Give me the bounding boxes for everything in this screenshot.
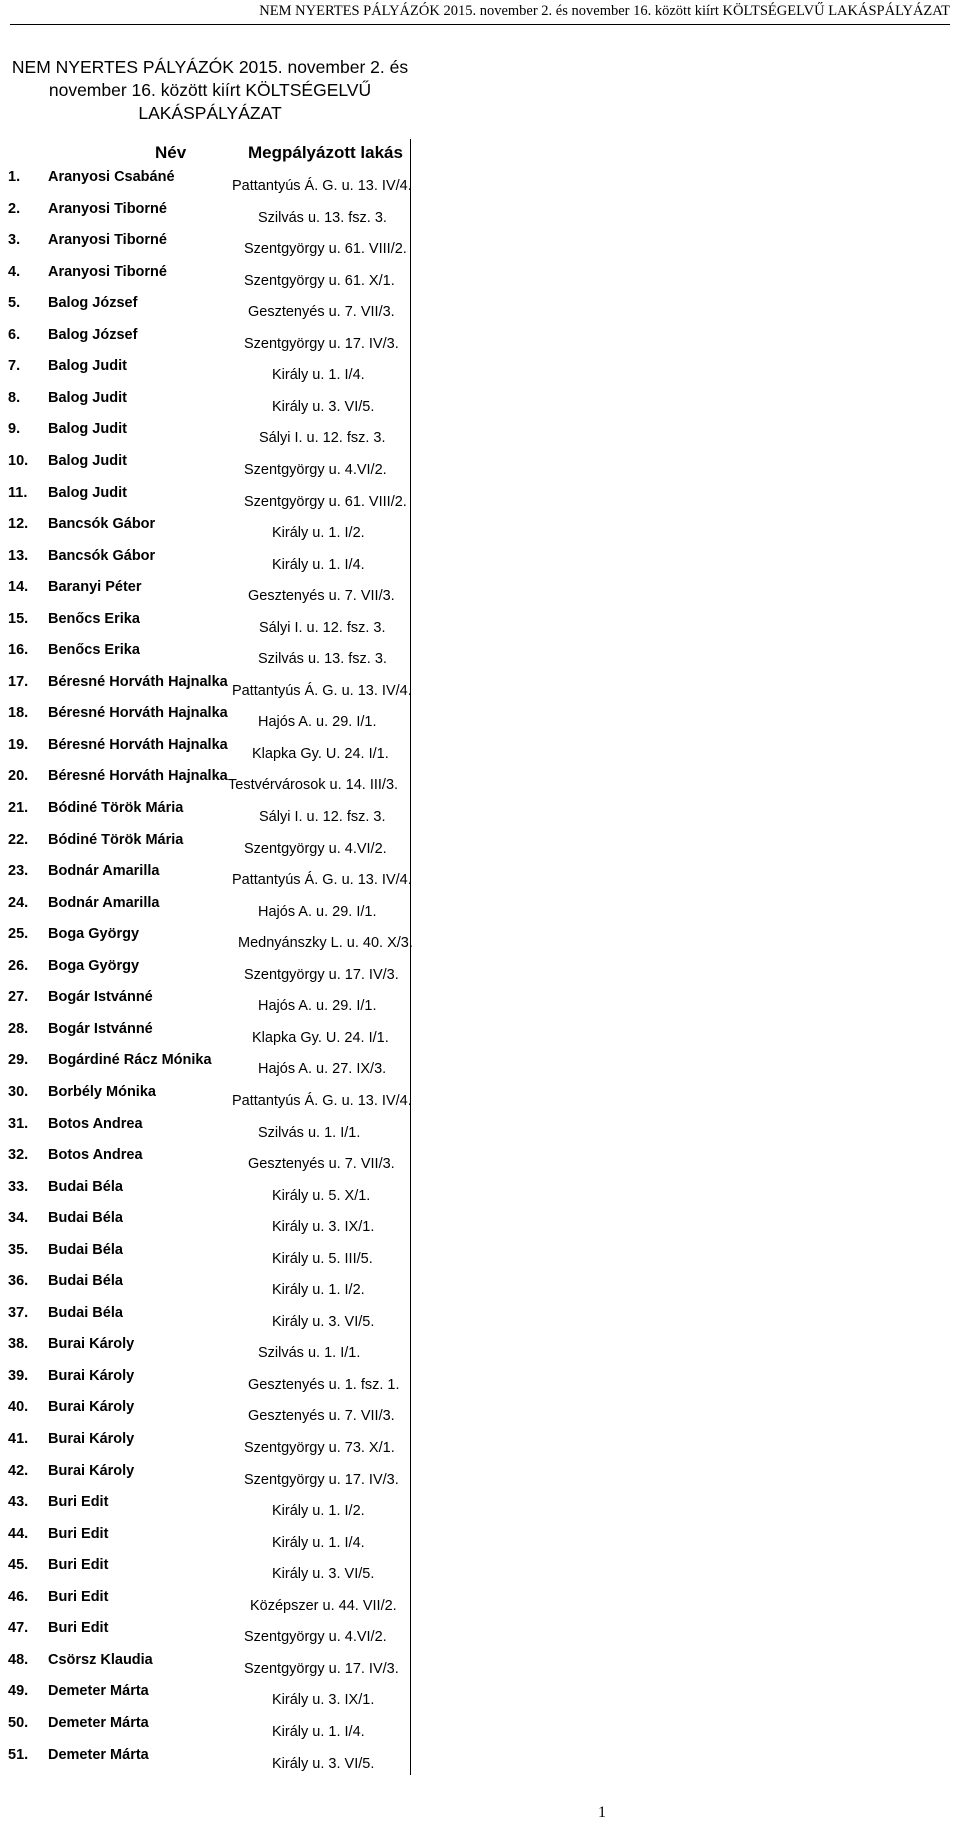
applied-flat: Szentgyörgy u. 17. IV/3.	[244, 966, 399, 983]
row-number: 48.	[8, 1651, 29, 1668]
row-number: 29.	[8, 1052, 29, 1069]
applied-flat: Szentgyörgy u. 61. VIII/2.	[244, 493, 407, 510]
table-row	[0, 889, 410, 921]
applied-flat: Szentgyörgy u. 73. X/1.	[244, 1440, 395, 1456]
applicant-name: Bódiné Török Mária	[48, 800, 184, 816]
row-number: 18.	[8, 705, 29, 722]
applicant-name: Béresné Horváth Hajnalka	[48, 736, 228, 753]
row-number: 31.	[8, 1115, 29, 1132]
table-row	[0, 1015, 410, 1047]
applied-flat: Hajós A. u. 29. I/1.	[258, 903, 377, 920]
table-row	[0, 1425, 410, 1457]
applicant-name: Bancsók Gábor	[48, 516, 156, 533]
table-row	[0, 1646, 410, 1678]
applied-flat: Szentgyörgy u. 61. X/1.	[244, 272, 395, 289]
table-row	[0, 1677, 410, 1709]
row-number: 25.	[8, 926, 29, 943]
row-number: 14.	[8, 579, 29, 596]
row-number: 19.	[8, 736, 29, 753]
applied-flat: Hajós A. u. 29. I/1.	[258, 714, 377, 731]
applied-flat: Király u. 1. I/2.	[272, 525, 365, 542]
applicant-name: Demeter Márta	[48, 1746, 149, 1763]
row-number: 23.	[8, 863, 29, 880]
row-number: 30.	[8, 1083, 29, 1100]
applied-flat: Gesztenyés u. 7. VII/3.	[248, 588, 395, 605]
applied-flat: Király u. 1. I/4.	[272, 1534, 365, 1551]
applied-flat: Pattantyús Á. G. u. 13. IV/4.	[232, 682, 412, 699]
applied-flat: Király u. 1. I/4.	[272, 556, 365, 573]
applied-flat: Király u. 1. I/2.	[272, 1282, 365, 1299]
table-row	[0, 1236, 410, 1268]
applicant-name: Balog Judit	[48, 389, 127, 406]
row-number: 16.	[8, 642, 29, 659]
applicant-name: Balog József	[48, 326, 138, 343]
table-row	[0, 1078, 410, 1110]
row-number: 17.	[8, 673, 29, 690]
table-row	[0, 1393, 410, 1425]
table-row	[0, 1741, 410, 1773]
applicant-name: Budai Béla	[48, 1273, 123, 1290]
table-row	[0, 1330, 410, 1362]
row-number: 1.	[8, 169, 21, 185]
applicant-name: Buri Edit	[48, 1525, 109, 1542]
applicant-name: Botos Andrea	[48, 1115, 143, 1132]
applicant-name: Bodnár Amarilla	[48, 863, 160, 880]
applied-flat: Szilvás u. 1. I/1.	[258, 1124, 361, 1141]
row-number: 50.	[8, 1714, 29, 1731]
row-number: 12.	[8, 516, 29, 533]
row-number: 32.	[8, 1147, 29, 1164]
applied-flat: Gesztenyés u. 7. VII/3.	[248, 304, 395, 321]
row-number: 37.	[8, 1304, 29, 1321]
row-number: 27.	[8, 989, 29, 1006]
row-number: 36.	[8, 1273, 29, 1290]
applicant-name: Bódiné Török Mária	[48, 831, 184, 848]
table-row	[0, 226, 410, 258]
applicant-name: Buri Edit	[48, 1494, 109, 1511]
applied-flat: Hajós A. u. 29. I/1.	[258, 998, 377, 1015]
applied-flat: Klapka Gy. U. 24. I/1.	[252, 745, 389, 762]
applicant-name: Bogár Istvánné	[48, 1020, 153, 1037]
applicant-name: Balog Judit	[48, 484, 127, 501]
table-row	[0, 983, 410, 1015]
column-header-name: Név	[155, 143, 187, 162]
row-number: 11.	[8, 484, 28, 501]
row-number: 22.	[8, 831, 29, 848]
applicant-name: Botos Andrea	[48, 1147, 143, 1164]
applied-flat: Király u. 1. I/4.	[272, 367, 365, 384]
applied-flat: Szentgyörgy u. 4.VI/2.	[244, 461, 387, 478]
applied-flat: Szilvás u. 13. fsz. 3.	[258, 209, 387, 226]
applicant-name: Aranyosi Csabáné	[48, 169, 175, 185]
applied-flat: Pattantyús Á. G. u. 13. IV/4.	[232, 178, 412, 194]
row-number: 7.	[8, 358, 21, 375]
row-number: 28.	[8, 1020, 29, 1037]
applicant-name: Benőcs Erika	[48, 642, 140, 659]
applicant-name: Budai Béla	[48, 1210, 123, 1227]
applicant-name: Demeter Márta	[48, 1714, 149, 1731]
table-row	[0, 636, 410, 668]
table-row	[0, 826, 410, 858]
table-row	[0, 163, 410, 195]
applied-flat: Király u. 3. VI/5.	[272, 1313, 375, 1330]
table-row	[0, 1488, 410, 1520]
table-row	[0, 1614, 410, 1646]
applied-flat: Király u. 1. I/2.	[272, 1503, 365, 1520]
row-number: 15.	[8, 610, 29, 627]
applicant-name: Burai Károly	[48, 1367, 135, 1384]
row-number: 20.	[8, 768, 29, 785]
applicant-name: Baranyi Péter	[48, 579, 142, 596]
applicant-name: Budai Béla	[48, 1304, 123, 1321]
row-number: 24.	[8, 894, 29, 911]
table-row	[0, 573, 410, 605]
applied-flat: Gesztenyés u. 7. VII/3.	[248, 1156, 395, 1173]
title-line: november 16. között kiírt KÖLTSÉGELVŰ	[48, 80, 372, 100]
applicant-name: Buri Edit	[48, 1557, 109, 1574]
row-number: 10.	[8, 452, 29, 469]
applicant-name: Csörsz Klaudia	[48, 1651, 153, 1668]
table-row	[0, 479, 410, 511]
applicant-name: Béresné Horváth Hajnalka	[48, 673, 228, 690]
applicant-name: Burai Károly	[48, 1462, 135, 1479]
applied-flat: Szentgyörgy u. 17. IV/3.	[244, 1660, 399, 1677]
applicant-name: Buri Edit	[48, 1588, 109, 1605]
applied-flat: Mednyánszky L. u. 40. X/3.	[238, 935, 413, 952]
row-number: 40.	[8, 1399, 29, 1416]
applied-flat: Testvérvárosok u. 14. III/3.	[228, 777, 399, 794]
table-row	[0, 952, 410, 984]
row-number: 46.	[8, 1588, 29, 1605]
applicant-name: Budai Béla	[48, 1241, 123, 1258]
table-row	[0, 415, 410, 447]
row-number: 45.	[8, 1557, 29, 1574]
applied-flat: Király u. 1. I/4.	[272, 1723, 365, 1740]
table-row	[0, 1362, 410, 1394]
applied-flat: Király u. 3. VI/5.	[272, 398, 375, 415]
row-number: 39.	[8, 1367, 29, 1384]
applicant-name: Boga György	[48, 957, 140, 974]
table-row	[0, 1299, 410, 1331]
row-number: 26.	[8, 957, 29, 974]
table-row	[0, 857, 410, 889]
applied-flat: Sályi I. u. 12. fsz. 3.	[259, 619, 386, 636]
row-number: 2.	[8, 200, 21, 217]
table-row	[0, 447, 410, 479]
table-row	[0, 510, 410, 542]
table-row	[0, 668, 410, 700]
row-number: 5.	[8, 295, 21, 312]
applicant-name: Borbély Mónika	[48, 1083, 156, 1100]
row-number: 42.	[8, 1462, 29, 1479]
table-row	[0, 920, 413, 952]
applied-flat: Klapka Gy. U. 24. I/1.	[252, 1029, 389, 1046]
applied-flat: Gesztenyés u. 1. fsz. 1.	[248, 1376, 400, 1393]
applied-flat: Szilvás u. 1. I/1.	[258, 1345, 361, 1362]
table-row	[0, 542, 410, 574]
row-number: 6.	[8, 326, 21, 343]
applicant-name: Aranyosi Tiborné	[48, 232, 167, 249]
document-title	[10, 56, 410, 125]
running-header: NEM NYERTES PÁLYÁZÓK 2015. november 2. és november 16. között kiírt KÖLTSÉGELVŰ LAKÁSPÁLYÁZAT	[259, 3, 950, 19]
applied-flat: Szentgyörgy u. 17. IV/3.	[244, 335, 399, 352]
row-number: 51.	[8, 1746, 29, 1763]
applied-flat: Király u. 3. VI/5.	[272, 1755, 375, 1772]
title-line: LAKÁSPÁLYÁZAT	[138, 103, 282, 123]
table-row	[0, 258, 410, 290]
page-number: 1	[598, 1804, 606, 1821]
table-row	[0, 762, 410, 794]
row-number: 9.	[8, 421, 21, 438]
row-number: 35.	[8, 1241, 29, 1258]
row-number: 41.	[8, 1431, 29, 1447]
table-row	[0, 289, 410, 321]
table-row	[0, 1457, 410, 1489]
applied-flat: Szentgyörgy u. 4.VI/2.	[244, 1629, 387, 1646]
table-row	[0, 699, 410, 731]
applied-flat: Sályi I. u. 12. fsz. 3.	[259, 809, 386, 825]
row-number: 21.	[8, 800, 29, 816]
table-row	[0, 1046, 410, 1078]
row-number: 34.	[8, 1210, 29, 1227]
table-row	[0, 195, 410, 227]
row-number: 13.	[8, 547, 29, 564]
applicant-name: Aranyosi Tiborné	[48, 200, 167, 217]
table-row	[0, 321, 410, 353]
applicant-name: Demeter Márta	[48, 1683, 149, 1700]
table-row	[0, 1204, 410, 1236]
applicant-name: Bancsók Gábor	[48, 547, 156, 564]
row-number: 4.	[8, 263, 21, 280]
applicant-name: Balog Judit	[48, 421, 127, 438]
applied-flat: Szentgyörgy u. 61. VIII/2.	[244, 241, 407, 258]
table-row	[0, 1551, 410, 1583]
table-row	[0, 1110, 410, 1142]
applied-flat: Király u. 3. VI/5.	[272, 1566, 375, 1583]
applied-flat: Király u. 5. X/1.	[272, 1187, 371, 1204]
row-number: 47.	[8, 1620, 29, 1637]
applicant-name: Balog Judit	[48, 452, 127, 469]
applied-flat: Pattantyús Á. G. u. 13. IV/4.	[232, 1092, 412, 1109]
applied-flat: Gesztenyés u. 7. VII/3.	[248, 1408, 395, 1425]
column-header-flat: Megpályázott lakás	[248, 143, 403, 162]
applicant-name: Balog Judit	[48, 358, 127, 375]
applicant-name: Bogárdiné Rácz Mónika	[48, 1052, 212, 1069]
row-number: 33.	[8, 1178, 29, 1195]
row-number: 38.	[8, 1336, 29, 1353]
applicant-name: Budai Béla	[48, 1178, 123, 1195]
header-rule	[10, 24, 950, 25]
applicant-name: Bodnár Amarilla	[48, 894, 160, 911]
applicant-name: Burai Károly	[48, 1399, 135, 1416]
applied-flat: Király u. 5. III/5.	[272, 1250, 373, 1267]
applicant-name: Bogár Istvánné	[48, 989, 153, 1006]
applied-flat: Középszer u. 44. VII/2.	[250, 1597, 397, 1614]
applied-flat: Pattantyús Á. G. u. 13. IV/4.	[232, 872, 412, 889]
table-row	[0, 794, 410, 826]
row-number: 43.	[8, 1494, 29, 1511]
applied-flat: Hajós A. u. 27. IX/3.	[258, 1061, 387, 1078]
table-row	[0, 1709, 410, 1741]
row-number: 49.	[8, 1683, 29, 1700]
applicant-name: Benőcs Erika	[48, 610, 140, 627]
table-row	[0, 1520, 410, 1552]
table-row	[0, 605, 410, 637]
applicant-name: Béresné Horváth Hajnalka	[48, 768, 228, 785]
table-row	[0, 1583, 410, 1615]
table-row	[0, 352, 410, 384]
applicant-name: Aranyosi Tiborné	[48, 263, 167, 280]
applicant-name: Béresné Horváth Hajnalka	[48, 705, 228, 722]
applied-flat: Király u. 3. IX/1.	[272, 1219, 375, 1236]
applicant-name: Balog József	[48, 295, 138, 312]
table-row	[0, 1141, 410, 1173]
row-number: 3.	[8, 232, 21, 249]
table-row	[0, 731, 410, 763]
applicant-name: Burai Károly	[48, 1336, 135, 1353]
title-line: NEM NYERTES PÁLYÁZÓK 2015. november 2. és	[11, 57, 409, 77]
applied-flat: Sályi I. u. 12. fsz. 3.	[259, 430, 386, 447]
applicant-name: Buri Edit	[48, 1620, 109, 1637]
row-number: 8.	[8, 389, 21, 406]
applied-flat: Szilvás u. 13. fsz. 3.	[258, 651, 387, 668]
applied-flat: Szentgyörgy u. 17. IV/3.	[244, 1471, 399, 1488]
table-row	[0, 384, 410, 416]
applied-flat: Király u. 3. IX/1.	[272, 1692, 375, 1709]
applicant-name: Burai Károly	[48, 1431, 135, 1447]
applicant-name: Boga György	[48, 926, 140, 943]
table-row	[0, 1173, 410, 1205]
applied-flat: Szentgyörgy u. 4.VI/2.	[244, 840, 387, 857]
row-number: 44.	[8, 1525, 29, 1542]
table-row	[0, 1267, 410, 1299]
